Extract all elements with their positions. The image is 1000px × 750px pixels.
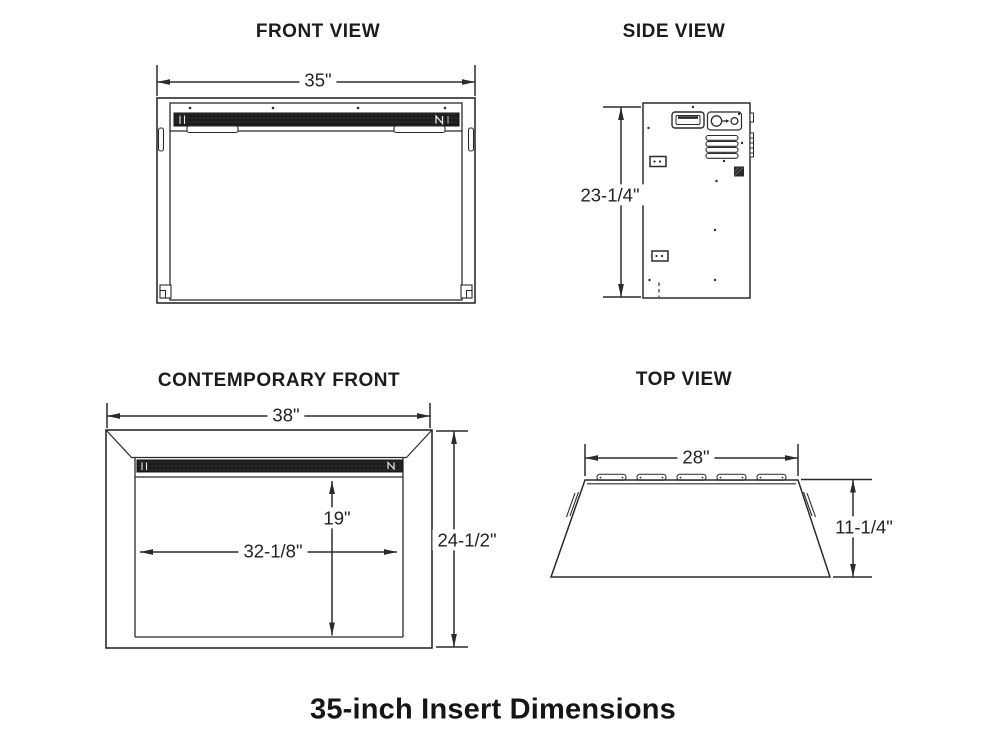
opening-height-dim-label: 19" bbox=[318, 507, 355, 528]
front-view-drawing bbox=[157, 65, 475, 303]
diagram-footer-title: 35-inch Insert Dimensions bbox=[310, 693, 676, 726]
contemporary-height-dim-label: 24-1/2" bbox=[432, 529, 501, 550]
top-view-title: TOP VIEW bbox=[635, 369, 733, 390]
front-grille-bar bbox=[174, 113, 459, 126]
contemporary-front-title: CONTEMPORARY FRONT bbox=[157, 370, 401, 391]
side-view-title: SIDE VIEW bbox=[622, 21, 726, 42]
top-depth-dim-label: 11-1/4" bbox=[830, 516, 898, 537]
contemporary-width-dim-label: 38" bbox=[267, 404, 304, 425]
front-view-title: FRONT VIEW bbox=[255, 21, 381, 42]
side-height-dim-label: 23-1/4" bbox=[575, 184, 644, 205]
opening-width-dim-label: 32-1/8" bbox=[238, 540, 307, 561]
contemporary-grille-bar bbox=[137, 460, 402, 472]
front-width-dim-label: 35" bbox=[299, 69, 336, 90]
contemporary-front-drawing bbox=[106, 403, 468, 648]
top-width-dim-label: 28" bbox=[677, 446, 714, 467]
